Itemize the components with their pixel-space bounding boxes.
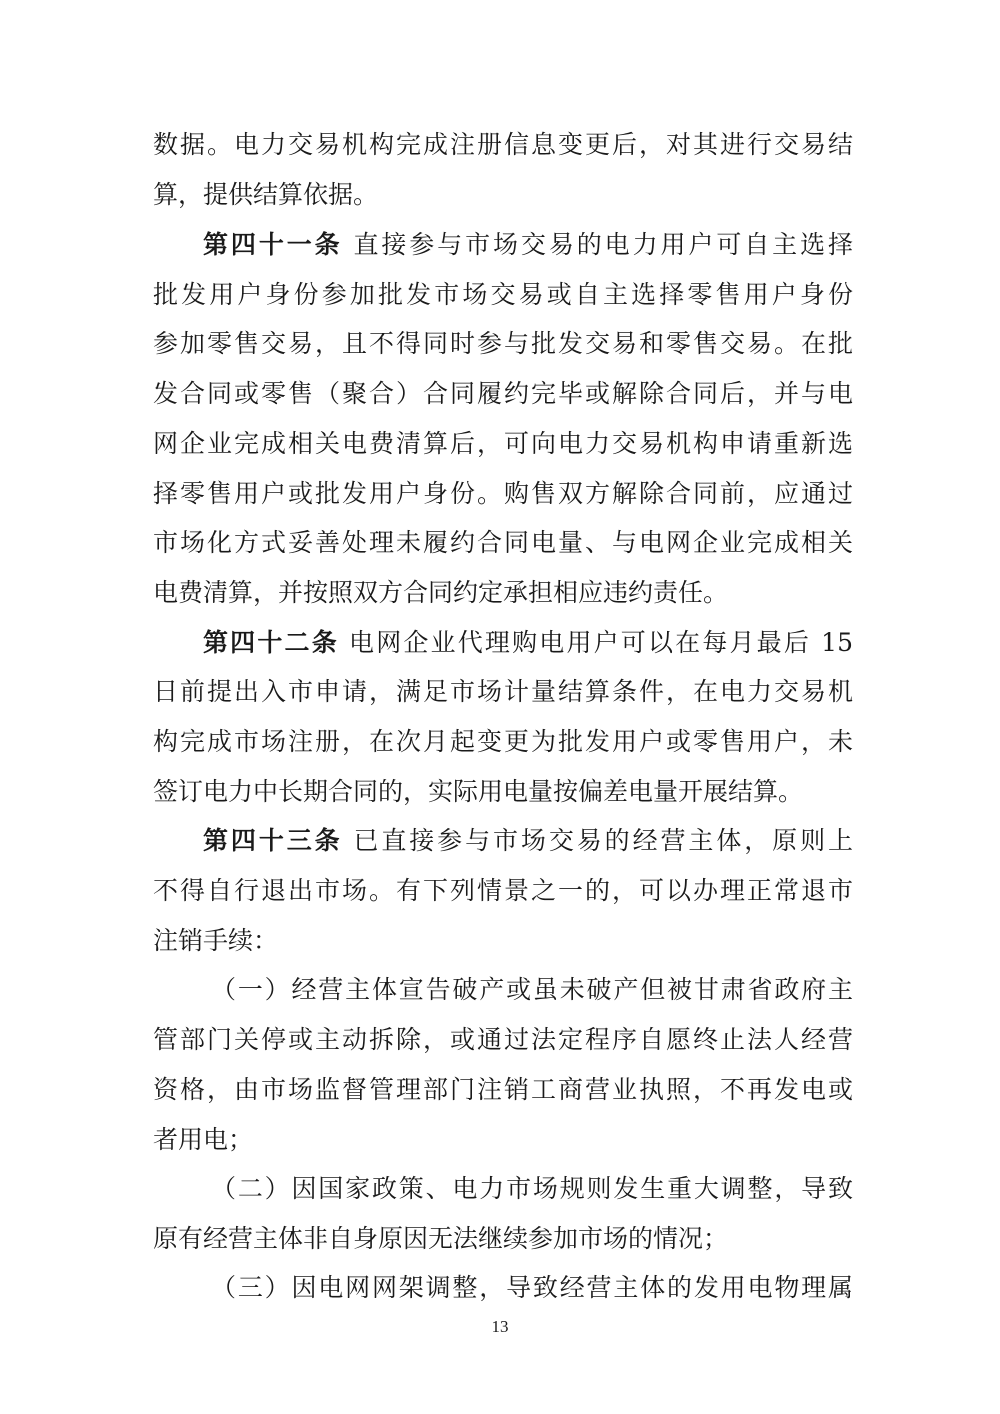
article-heading: 第四十一条 xyxy=(203,230,343,259)
text-line: 市场化方式妥善处理未履约合同电量、与电网企业完成相关 xyxy=(153,528,853,557)
text-line: 网企业完成相关电费清算后，可向电力交易机构申请重新选 xyxy=(153,429,853,458)
text-line: 构完成市场注册，在次月起变更为批发用户或零售用户，未 xyxy=(153,727,853,756)
text-line: 注销手续： xyxy=(153,926,279,955)
text-line: 参加零售交易，且不得同时参与批发交易和零售交易。在批 xyxy=(153,329,853,358)
text-line: 批发用户身份参加批发市场交易或自主选择零售用户身份 xyxy=(153,280,853,309)
text-line: 管部门关停或主动拆除，或通过法定程序自愿终止法人经营 xyxy=(153,1025,853,1054)
text-line: 电费清算，并按照双方合同约定承担相应违约责任。 xyxy=(153,578,729,607)
article-heading: 第四十三条 xyxy=(203,826,343,855)
article-text: 直接参与市场交易的电力用户可自主选择 xyxy=(342,230,853,259)
text-line: 发合同或零售（聚合）合同履约完毕或解除合同后，并与电 xyxy=(153,379,853,408)
text-line: 签订电力中长期合同的，实际用电量按偏差电量开展结算。 xyxy=(153,777,804,806)
article-43-line xyxy=(203,821,853,861)
text-line: 数据。电力交易机构完成注册信息变更后，对其进行交易结 xyxy=(153,130,853,159)
list-item-2: （二）因国家政策、电力市场规则发生重大调整，导致 xyxy=(211,1174,853,1203)
list-item-1: （一）经营主体宣告破产或虽未破产但被甘肃省政府主 xyxy=(211,975,853,1004)
article-text: 电网企业代理购电用户可以在每月最后 15 xyxy=(338,628,853,657)
article-text: 已直接参与市场交易的经营主体，原则上 xyxy=(342,826,853,855)
text-line: 日前提出入市申请，满足市场计量结算条件，在电力交易机 xyxy=(153,677,853,706)
text-line: 择零售用户或批发用户身份。购售双方解除合同前，应通过 xyxy=(153,479,853,508)
text-line: 资格，由市场监督管理部门注销工商营业执照，不再发电或 xyxy=(153,1075,853,1104)
text-line: 不得自行退出市场。有下列情景之一的，可以办理正常退市 xyxy=(153,876,853,905)
list-item-3: （三）因电网网架调整，导致经营主体的发用电物理属 xyxy=(211,1273,853,1302)
text-line: 者用电； xyxy=(153,1125,254,1154)
article-41-line xyxy=(203,225,853,265)
text-line: 原有经营主体非自身原因无法继续参加市场的情况； xyxy=(153,1224,729,1253)
text-line: 算，提供结算依据。 xyxy=(153,180,379,209)
article-heading: 第四十二条 xyxy=(203,628,339,657)
page-number: 13 xyxy=(491,1317,509,1336)
article-42-line xyxy=(203,623,853,663)
